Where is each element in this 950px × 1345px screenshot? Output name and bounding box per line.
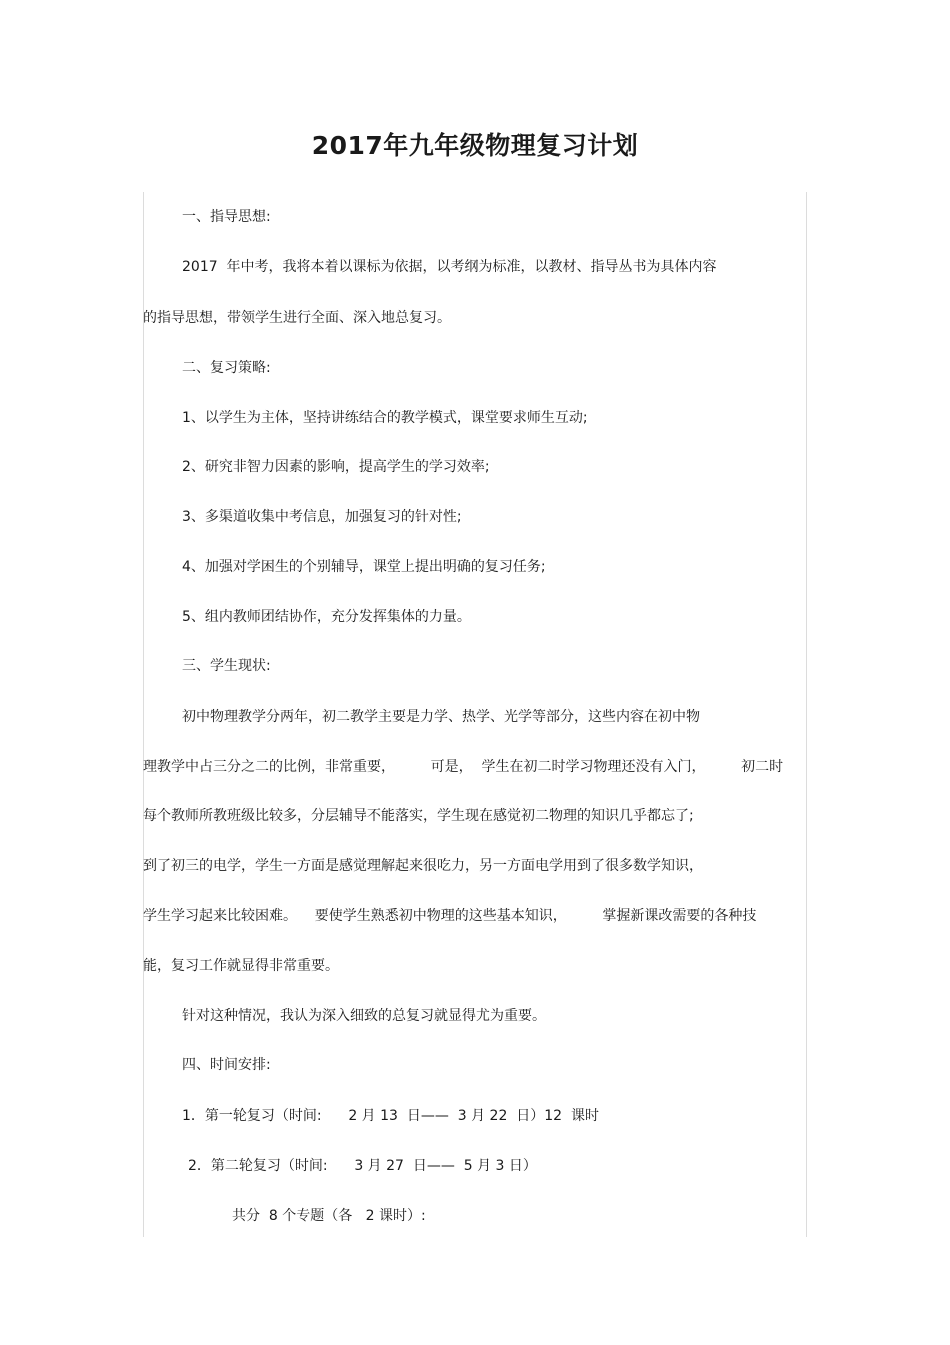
section-heading-review-strategy: 二、复习策略: (182, 360, 271, 376)
paragraph-line: 理教学中占三分之二的比例，非常重要， 可是， 学生在初二时学习物理还没有入门， 初二时 (143, 759, 784, 775)
section-heading-student-status: 三、学生现状: (182, 658, 271, 674)
list-item: 3、多渠道收集中考信息，加强复习的针对性; (182, 509, 462, 525)
section-heading-schedule: 四、时间安排: (182, 1057, 271, 1073)
paragraph-line: 学生学习起来比较困难。 要使学生熟悉初中物理的这些基本知识， 掌握新课改需要的各种技 (143, 908, 757, 924)
list-item: 4、加强对学困生的个别辅导，课堂上提出明确的复习任务; (182, 559, 546, 575)
paragraph-line: 每个教师所教班级比较多，分层辅导不能落实，学生现在感觉初二物理的知识几乎都忘了; (143, 808, 694, 824)
paragraph-line: 初中物理教学分两年，初二教学主要是力学、热学、光学等部分，这些内容在初中物 (182, 709, 700, 725)
list-item: 5、组内教师团结协作，充分发挥集体的力量。 (182, 609, 471, 625)
paragraph-line: 能，复习工作就显得非常重要。 (143, 958, 339, 974)
page-title: 2017年九年级物理复习计划 (311, 131, 639, 160)
list-item: 2、研究非智力因素的影响，提高学生的学习效率; (182, 459, 490, 475)
section-heading-guiding-ideology: 一、指导思想: (182, 209, 271, 225)
paragraph-line: 到了初三的电学，学生一方面是感觉理解起来很吃力，另一方面电学用到了很多数学知识， (143, 858, 703, 874)
paragraph-line: 针对这种情况，我认为深入细致的总复习就显得尤为重要。 (182, 1008, 546, 1024)
schedule-item-first-round: 1．第一轮复习（时间: 2 月 13 日—— 3 月 22 日）12 课时 (182, 1108, 599, 1124)
page-frame-right-border (806, 192, 807, 1237)
page-frame-left-border (143, 192, 144, 1237)
list-item: 1、以学生为主体，坚持讲练结合的教学模式，课堂要求师生互动; (182, 410, 588, 426)
schedule-item-topics-note: 共分 8 个专题（各 2 课时）: (232, 1208, 426, 1224)
schedule-item-second-round: 2．第二轮复习（时间: 3 月 27 日—— 5 月 3 日） (188, 1158, 537, 1174)
paragraph-line: 2017 年中考，我将本着以课标为依据，以考纲为标准，以教材、指导丛书为具体内容 (182, 259, 717, 275)
paragraph-line: 的指导思想，带领学生进行全面、深入地总复习。 (143, 310, 451, 326)
